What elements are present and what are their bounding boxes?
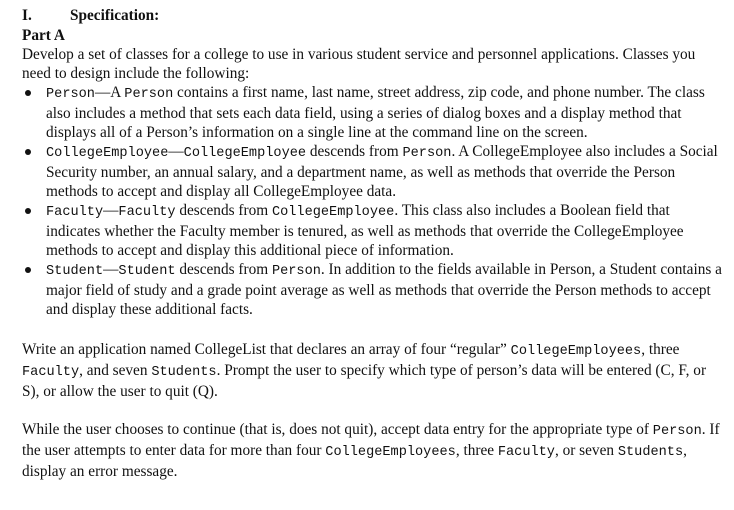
item-text: descends from [306,143,403,160]
class-term: Faculty [46,205,104,220]
section-number: I. [22,7,32,24]
code-text: CollegeEmployees [325,445,456,460]
bullet-icon [25,208,31,214]
item-text: A [110,84,125,101]
bullet-icon [25,90,31,96]
code-text: Student [118,264,176,279]
item-text: . A CollegeEmployee also includes a Social Security number, an annual salary, and a department name, as well as methods that override the Person methods to accept and display all CollegeEmployee data. [46,143,718,200]
item-text: . In addition to the fields available in Person, a Student contains a major field of study and a grade point average as well as methods that override the Person methods to accept and display these additional facts. [46,261,722,318]
intro-paragraph: Develop a set of classes for a college to use in various student service and personnel applications. Classes you need to design include the following: [22,46,696,82]
paragraph-text: , three [455,442,498,459]
list-item-student [22,260,722,319]
class-list [22,83,722,319]
em-dash: — [103,261,119,278]
paragraph-spacer [22,401,722,420]
document-page [22,6,722,481]
class-term: CollegeEmployee [46,146,169,161]
code-text: Person [271,264,321,279]
list-item-college-employee [22,142,722,201]
code-text: Person [124,87,174,102]
list-item-person [22,83,722,142]
bullet-icon [25,267,31,273]
class-term: Student [46,264,104,279]
paragraph-text: , three [641,341,680,358]
paragraph-text: . Prompt the user to specify which type of person’s data will be entered (C, F, or S), or allow the user to quit (Q). [22,362,707,400]
paragraph-text: , display an error message. [22,442,687,480]
section-heading [22,6,722,26]
paragraph-text: , or seven [554,442,618,459]
paragraph-text: While the user chooses to continue (that is, does not quit), accept data entry for the appropriate type of [22,421,653,438]
em-dash: — [168,143,184,160]
item-text: descends from [175,202,272,219]
code-text: Person [652,424,702,439]
item-text: contains a first name, last name, street address, zip code, and phone number. The class also includes a method that sets each data field, using a series of dialog boxes and a display method that displays all of a Person’s information on a single line at the command line on the screen. [46,84,705,141]
paragraph-text: Write an application named CollegeList that declares an array of four “regular” [22,341,511,358]
bullet-icon [25,149,31,155]
item-text: . This class also includes a Boolean field that indicates whether the Faculty member is tenured, as well as methods that override the CollegeEmployee methods to accept and display this additional piece of information. [46,202,684,259]
em-dash: — [103,202,119,219]
class-term: Person [46,87,95,102]
paragraph-text: , and seven [79,362,152,379]
code-text: Faculty [118,205,176,220]
section-title: Specification: [70,7,160,24]
list-item-faculty [22,201,722,260]
code-text: Faculty [22,365,80,380]
item-text: descends from [175,261,272,278]
data-entry-paragraph [22,420,722,481]
application-paragraph [22,340,722,401]
code-text: CollegeEmployee [183,146,307,161]
part-heading: Part A [22,27,65,44]
code-text: Faculty [497,445,555,460]
code-text: Students [151,365,217,380]
code-text: Person [402,146,452,161]
em-dash: — [94,84,111,101]
code-text: Students [617,445,684,460]
paragraph-text: . If the user attempts to enter data for more than four [22,421,720,459]
code-text: CollegeEmployee [271,205,395,220]
paragraph-spacer [22,319,722,340]
code-text: CollegeEmployees [510,344,642,359]
